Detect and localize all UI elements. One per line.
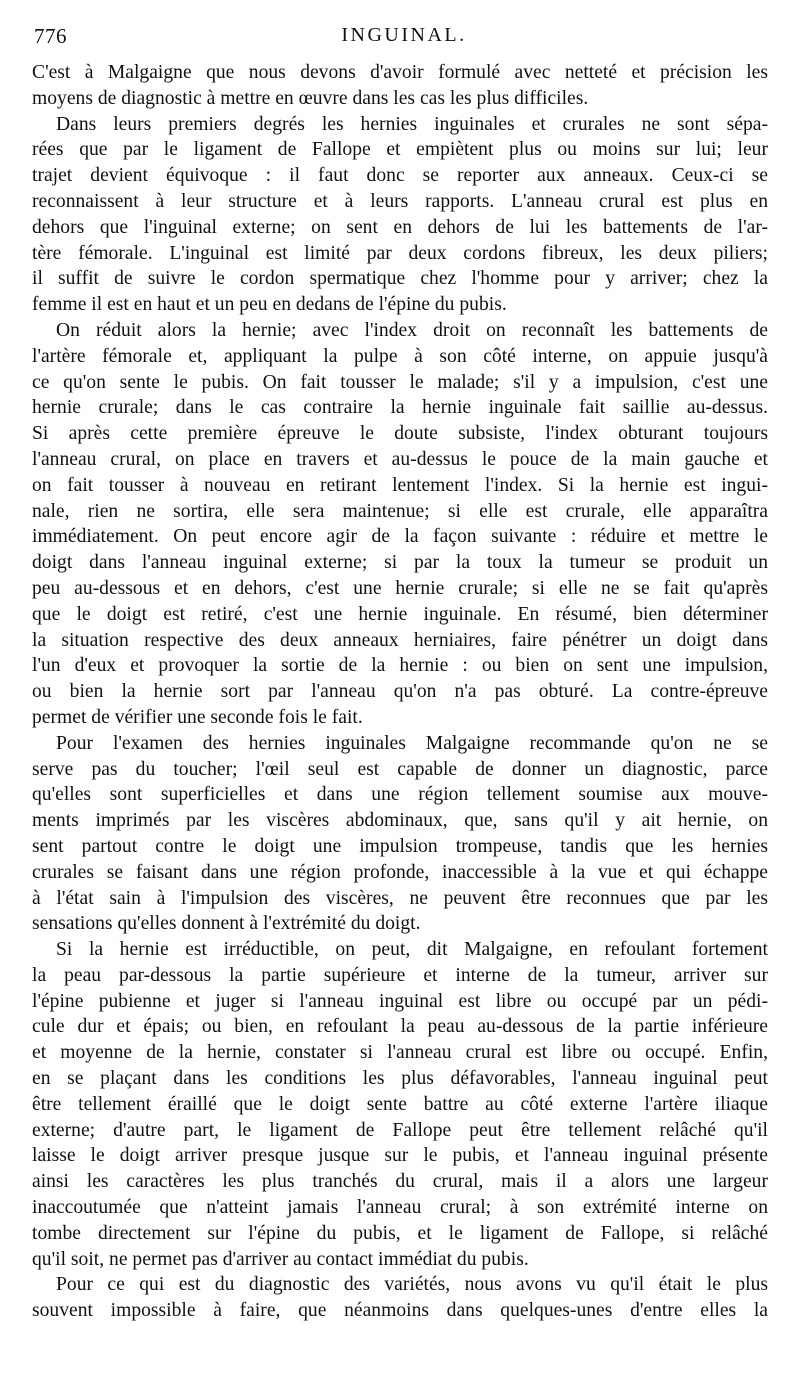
text-line: ce qu'on sente le pubis. On fait tousser le malade; s'il y a impulsion, c'est une — [32, 371, 768, 393]
paragraph — [32, 1272, 768, 1324]
running-head — [34, 24, 774, 54]
text-line: Pour l'examen des hernies inguinales Malgaigne recommande qu'on ne se — [56, 732, 768, 754]
page-number: 776 — [34, 24, 67, 48]
text-line: tère fémorale. L'inguinal est limité par deux cordons fibreux, les deux piliers; — [32, 242, 768, 264]
text-line: Si après cette première épreuve le doute subsiste, l'index obturant toujours — [32, 423, 768, 445]
text-line: externe; d'autre part, le ligament de Fallope peut être tellement relâché qu'il — [32, 1119, 768, 1141]
text-line: cule dur et épais; ou bien, en refoulant la peau au-dessous de la partie inférieure — [32, 1016, 768, 1038]
text-line: Pour ce qui est du diagnostic des variétés, nous avons vu qu'il était le plus — [56, 1274, 768, 1296]
running-title: INGUINAL. — [341, 24, 467, 46]
text-line: nale, rien ne sortira, elle sera maintenue; si elle est crurale, elle apparaîtra — [32, 500, 768, 522]
text-line: laisse le doigt arriver presque jusque sur le pubis, et l'anneau inguinal présente — [32, 1145, 768, 1167]
text-line: rées que par le ligament de Fallope et empiètent plus ou moins sur lui; leur — [32, 139, 768, 161]
text-line: reconnaissent à leur structure et à leurs rapports. L'anneau crural est plus en — [32, 190, 768, 212]
text-line: ou bien la hernie sort par l'anneau qu'on n'a pas obturé. La contre-épreuve — [32, 681, 768, 703]
text-line: qu'elles sont superficielles et dans une région tellement soumise aux mouve- — [32, 784, 768, 806]
body-text — [32, 60, 768, 1324]
text-line: immédiatement. On peut encore agir de la façon suivante : réduire et mettre le — [32, 526, 768, 548]
text-line: en se plaçant dans les conditions les plus défavorables, l'anneau inguinal peut — [32, 1068, 768, 1090]
text-line: trajet devient équivoque : il faut donc se reporter aux anneaux. Ceux-ci se — [32, 165, 768, 187]
text-line: sent partout contre le doigt une impulsion trompeuse, tandis que les hernies — [32, 835, 768, 857]
text-line: tombe directement sur l'épine du pubis, et le ligament de Fallope, si relâché — [32, 1222, 768, 1244]
text-line: crurales se faisant dans une région profonde, inaccessible à la vue et qui échappe — [32, 861, 768, 883]
text-line: ments imprimés par les viscères abdominaux, que, sans qu'il y ait hernie, on — [32, 810, 768, 832]
text-line: que le doigt est retiré, c'est une hernie inguinale. En résumé, bien déterminer — [32, 603, 768, 625]
text-line: peu au-dessous et en dehors, c'est une hernie crurale; si elle ne se fait qu'après — [32, 577, 768, 599]
text-line: la peau par-dessous la partie supérieure et interne de la tumeur, arriver sur — [32, 964, 768, 986]
text-line: moyens de diagnostic à mettre en œuvre dans les cas les plus difficiles. — [32, 87, 589, 109]
text-line: et moyenne de la hernie, constater si l'anneau crural est libre ou occupé. Enfin, — [32, 1042, 768, 1064]
paragraph — [32, 60, 768, 112]
text-line: femme il est en haut et un peu en dedans de l'épine du pubis. — [32, 294, 507, 316]
text-line: il suffit de suivre le cordon spermatique chez l'homme pour y arriver; chez la — [32, 268, 768, 290]
text-line: être tellement éraillé que le doigt sente battre au côté externe l'artère iliaque — [32, 1093, 768, 1115]
text-line: permet de vérifier une seconde fois le fait. — [32, 706, 363, 728]
text-line: l'épine pubienne et juger si l'anneau inguinal est libre ou occupé par un pédi- — [32, 990, 768, 1012]
text-line: qu'il soit, ne permet pas d'arriver au contact immédiat du pubis. — [32, 1248, 529, 1270]
text-line: sensations qu'elles donnent à l'extrémité du doigt. — [32, 913, 421, 935]
text-line: serve pas du toucher; l'œil seul est capable de donner un diagnostic, parce — [32, 758, 768, 780]
text-line: l'artère fémorale et, appliquant la pulpe à son côté interne, on appuie jusqu'à — [32, 345, 768, 367]
text-line: l'un d'eux et provoquer la sortie de la hernie : ou bien on sent une impulsion, — [32, 655, 768, 677]
text-line: souvent impossible à faire, que néanmoins dans quelques-unes d'entre elles la — [32, 1300, 768, 1322]
text-line: On réduit alors la hernie; avec l'index droit on reconnaît les battements de — [56, 319, 768, 341]
text-line: doigt dans l'anneau inguinal externe; si par la toux la tumeur se produit un — [32, 552, 768, 574]
paragraph — [32, 112, 768, 318]
paragraph — [32, 937, 768, 1272]
text-line: Si la hernie est irréductible, on peut, dit Malgaigne, en refoulant fortement — [56, 939, 768, 961]
text-line: l'anneau crural, on place en travers et au-dessus le pouce de la main gauche et — [32, 448, 768, 470]
text-line: à l'état sain à l'impulsion des viscères, ne peuvent être reconnues que par les — [32, 887, 768, 909]
text-line: dehors que l'inguinal externe; on sent en dehors de lui les battements de l'ar- — [32, 216, 768, 238]
text-line: ainsi les caractères les plus tranchés du crural, mais il a alors une largeur — [32, 1171, 768, 1193]
paragraph — [32, 318, 768, 731]
text-line: on fait tousser à nouveau en retirant lentement l'index. Si la hernie est ingui- — [32, 474, 768, 496]
text-line: C'est à Malgaigne que nous devons d'avoir formulé avec netteté et précision les — [32, 62, 768, 83]
text-line: hernie crurale; dans le cas contraire la hernie inguinale fait saillie au-dessus. — [32, 397, 768, 419]
text-line: la situation respective des deux anneaux herniaires, faire pénétrer un doigt dans — [32, 629, 768, 651]
paragraph — [32, 731, 768, 937]
text-line: Dans leurs premiers degrés les hernies inguinales et crurales ne sont sépa- — [56, 113, 768, 135]
text-line: inaccoutumée que n'atteint jamais l'anneau crural; à son extrémité interne on — [32, 1197, 768, 1219]
